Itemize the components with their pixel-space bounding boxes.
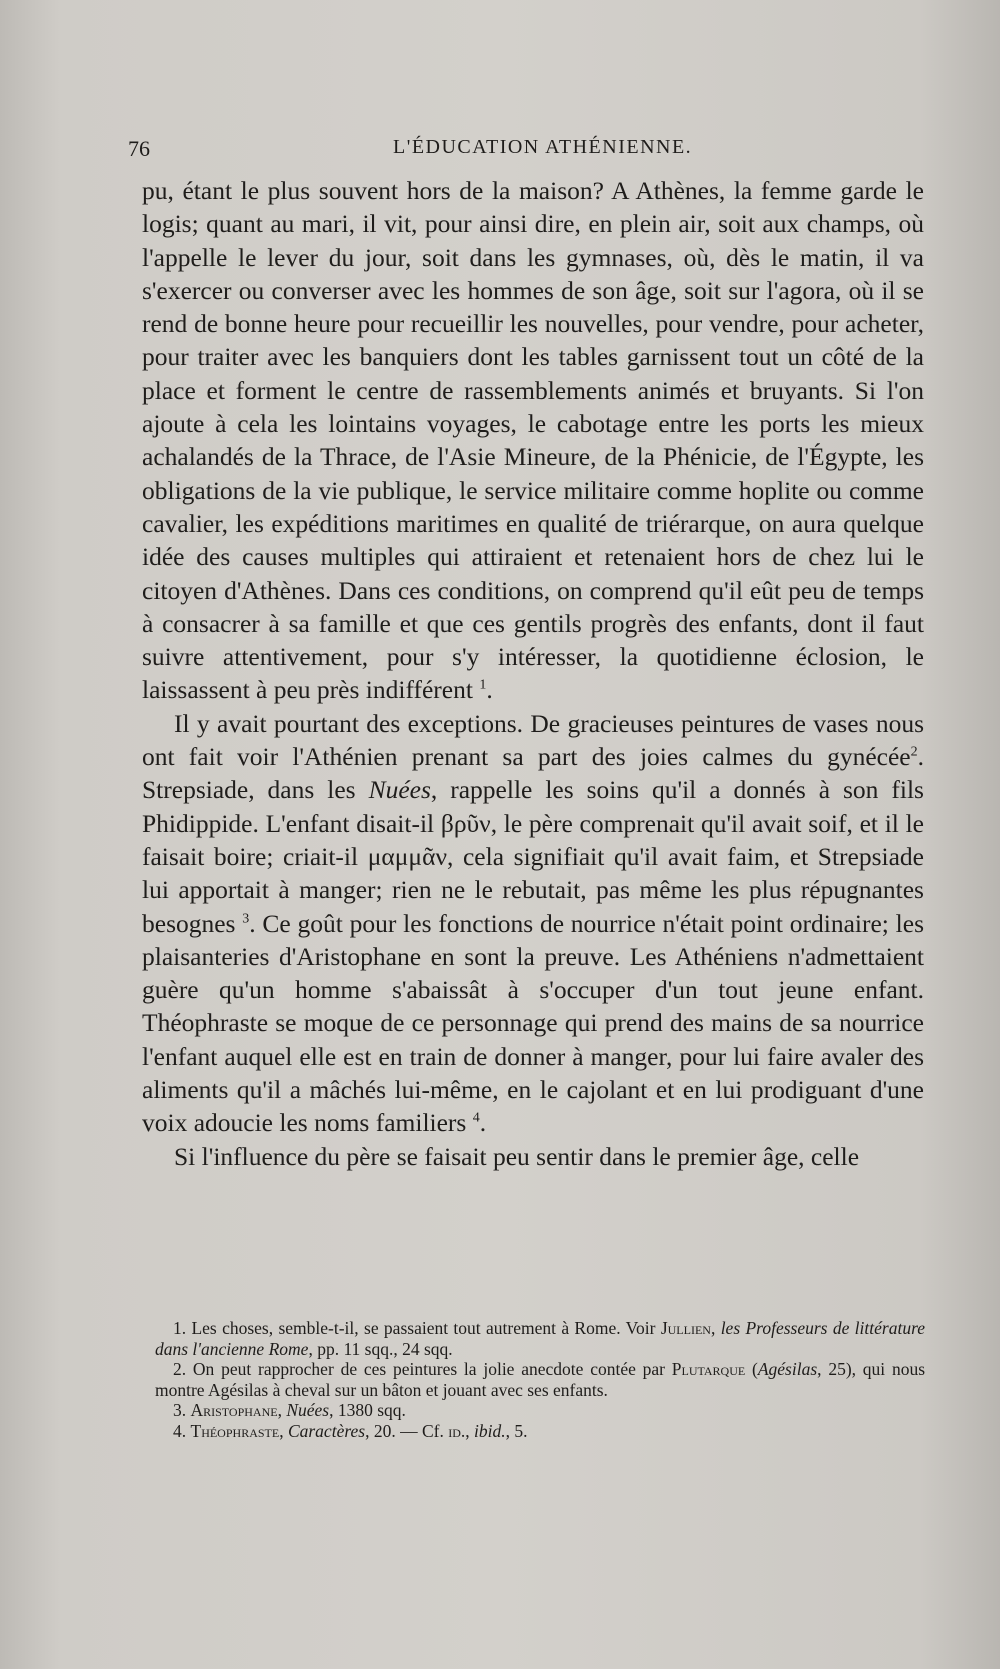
text-run: . xyxy=(479,1108,487,1138)
footnote-4 xyxy=(155,1421,925,1442)
greek-word: μαμμᾶν xyxy=(367,841,447,871)
paragraph-1 xyxy=(142,174,924,707)
text-run: Si l'influence du père se faisait peu sentir dans le premier âge, celle xyxy=(174,1141,860,1171)
running-title: L'ÉDUCATION ATHÉNIENNE. xyxy=(393,136,693,158)
page-header xyxy=(128,136,923,168)
footnote-ref: 4 xyxy=(472,1110,480,1126)
text-run: , 5. xyxy=(505,1420,528,1441)
italic-text: Nuées xyxy=(368,775,431,805)
footnotes xyxy=(155,1318,925,1441)
text-run: , 25), qui nous montre Agésilas à cheval sur un bâton et jouant avec ses enfants. xyxy=(155,1359,926,1400)
text-run: 2. On peut rapprocher de ces peintures la jolie anecdote contée par xyxy=(173,1359,672,1379)
small-caps-text: Plutarque xyxy=(671,1359,746,1379)
greek-word: βρῦν xyxy=(440,808,491,838)
small-caps-text: Théophraste xyxy=(190,1420,280,1441)
text-run: 4. xyxy=(173,1420,191,1441)
italic-text: Nuées xyxy=(286,1400,330,1420)
paragraph-2 xyxy=(142,707,924,1140)
body-text xyxy=(142,174,924,1173)
text-run: , xyxy=(465,1420,474,1441)
text-run: 3. xyxy=(173,1400,191,1420)
text-run: , xyxy=(277,1400,287,1420)
text-run: . xyxy=(486,675,493,705)
small-caps-text: id. xyxy=(448,1420,466,1441)
text-run: , rappelle les soins qu'il a donnés à son fils Phidippide. L'enfant disait-il xyxy=(142,775,924,838)
text-run: , cela signifiait qu'il avait faim, et Strepsiade lui apportait à manger; rien ne le rebutait, pas même les plus répugnantes besognes xyxy=(142,841,924,938)
text-run: Il y avait pourtant des exceptions. De gracieuses peintures de vases nous ont fait voir l'Athénien prenant sa part des joies calmes du gynécée xyxy=(142,708,924,772)
text-run: , xyxy=(279,1420,288,1441)
text-run: pu, étant le plus souvent hors de la maison? A Athènes, la femme garde le logis; quant au mari, il vit, pour ainsi dire, en plein air, soit aux champs, où l'appelle le lever du jour, soit dans les gymnases, où, dès le matin, il va s'exercer ou converser avec les hommes de son âge, soit sur l'agora, où il se rend de bonne heure pour recueillir les nouvelles, pour vendre, pour acheter, pour traiter avec les banquiers dont les tables garnissent tout un côté de la place et forment le centre de rassemblements animés et bruyants. Si l'on ajoute à cela les lointains voyages, le cabotage entre les ports les mieux achalandés de la Thrace, de l'Asie Mineure, de la Phénicie, de l'Égypte, les obligations de la vie publique, le service militaire comme hoplite ou comme cavalier, les expéditions maritimes en qualité de triérarque, on aura quelque idée des causes multiples qui attiraient et retenaient hors de chez lui le citoyen d'Athènes. Dans ces conditions, on comprend qu'il eût peu de temps à consacrer à sa famille et que ces gentils progrès des enfants, dont il faut suivre attentivement, pour s'y intéresser, la quotidienne éclosion, le laissassent à peu près indifférent xyxy=(142,176,924,705)
text-run: , pp. 11 sqq., 24 sqq. xyxy=(308,1338,453,1359)
text-run: , 20. — Cf. xyxy=(365,1420,449,1441)
footnote-1 xyxy=(155,1318,925,1359)
small-caps-text: Jullien xyxy=(660,1318,711,1338)
text-run: 1. Les choses, semble-t-il, se passaient tout autrement à Rome. Voir xyxy=(173,1318,661,1338)
text-run: , xyxy=(710,1318,721,1338)
italic-text: Agésilas xyxy=(757,1359,818,1379)
italic-text: ibid. xyxy=(474,1420,506,1441)
italic-text: les Professeurs de littérature dans l'ancienne Rome xyxy=(155,1318,925,1359)
italic-text: Caractères xyxy=(287,1420,366,1441)
text-run: , 1380 sqq. xyxy=(329,1400,406,1420)
small-caps-text: Aristophane xyxy=(190,1400,278,1420)
text-run: , le père comprenait qu'il avait soif, et il le faisait boire; criait-il xyxy=(142,808,924,871)
text-run: . Ce goût pour les fonctions de nourrice n'était point ordinaire; les plaisanteries d'Aristophane en sont la preuve. Les Athéniens n'admettaient guère qu'un homme s'abaissât à s'occuper d'un tout jeune enfant. Théophraste se moque de ce personnage qui prend des mains de sa nourrice l'enfant auquel elle est en train de donner à manger, pour lui faire avaler des aliments qu'il a mâchés lui-même, en le cajolant et en lui prodiguant d'une voix adoucie les noms familiers xyxy=(142,908,924,1138)
footnote-ref: 3 xyxy=(242,911,250,927)
footnote-3 xyxy=(155,1400,925,1421)
text-run: . Strepsiade, dans les xyxy=(142,742,924,805)
page-number: 76 xyxy=(128,136,150,161)
footnote-2 xyxy=(155,1359,925,1400)
text-run: ( xyxy=(745,1359,758,1379)
paragraph-3 xyxy=(142,1140,924,1173)
footnote-ref: 1 xyxy=(479,677,487,693)
footnote-ref: 2 xyxy=(910,744,918,760)
